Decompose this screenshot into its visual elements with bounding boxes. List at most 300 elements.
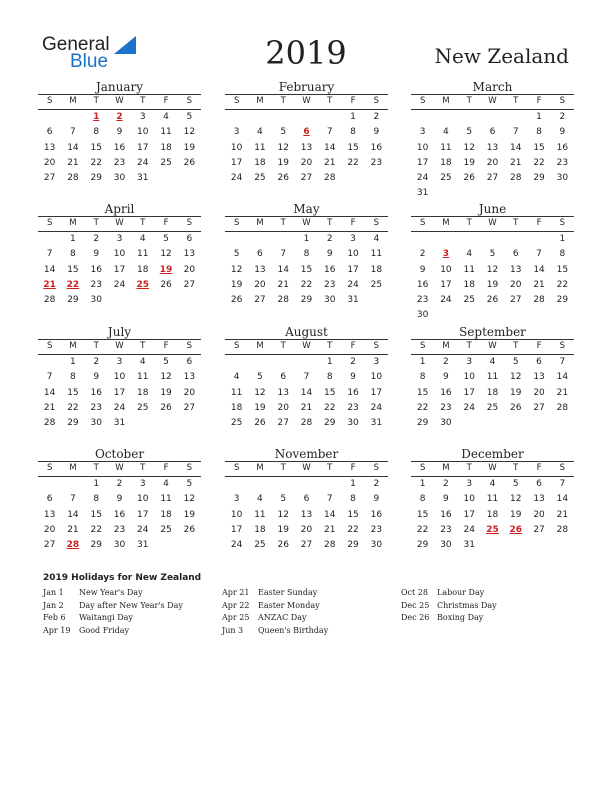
day: 23: [90, 402, 102, 413]
day: 29: [416, 418, 429, 429]
empty-day: [504, 110, 527, 125]
day: 15: [300, 264, 313, 275]
day: 30: [324, 295, 336, 306]
day: 5: [512, 357, 519, 367]
weekday-label: T: [466, 463, 472, 473]
day: 7: [326, 494, 333, 505]
weekday-label: F: [536, 96, 542, 106]
country-name: New Zealand: [434, 44, 569, 68]
day: 21: [556, 509, 569, 520]
day: 26: [254, 418, 266, 429]
day: 25: [137, 402, 149, 413]
empty-day: [481, 110, 504, 125]
day: 21: [556, 387, 569, 398]
day: 8: [70, 372, 76, 383]
day: 28: [43, 295, 56, 306]
day: 29: [347, 540, 359, 551]
holiday-item: [401, 587, 497, 600]
holiday-item: [401, 600, 497, 613]
weekday-label: T: [513, 218, 519, 228]
day: 25: [463, 295, 475, 306]
empty-day: [61, 110, 84, 125]
day: 5: [512, 479, 519, 489]
month-name: October: [94, 447, 145, 461]
weekday-label: S: [559, 341, 566, 351]
day: 6: [257, 249, 263, 260]
holiday-item: [43, 612, 183, 625]
day: 13: [533, 494, 545, 505]
day: 28: [510, 173, 522, 184]
day: 8: [350, 494, 356, 505]
day: 15: [416, 387, 429, 398]
day: 18: [160, 509, 172, 520]
weekday-label: S: [559, 463, 566, 473]
day: 26: [277, 173, 289, 184]
day: 18: [463, 279, 475, 290]
day: 30: [556, 173, 569, 184]
day: 28: [43, 418, 56, 429]
day: 3: [139, 479, 146, 489]
day: 1: [536, 112, 542, 122]
day: 19: [183, 142, 196, 153]
day: 24: [230, 540, 243, 551]
month-may: [225, 202, 388, 308]
day: 6: [186, 357, 193, 367]
weekday-label: W: [488, 463, 497, 473]
day: 4: [257, 494, 263, 505]
weekday-label: T: [140, 96, 146, 106]
day: 4: [489, 357, 496, 367]
day: 30: [416, 310, 429, 321]
day: 12: [183, 127, 196, 138]
day: 11: [160, 127, 172, 138]
weekday-label: T: [513, 96, 519, 106]
day: 20: [43, 524, 56, 535]
day: 28: [300, 418, 313, 429]
holiday-name: Waitangi Day: [79, 613, 133, 622]
weekday-header: [225, 94, 388, 110]
day: 13: [300, 509, 313, 520]
day: 7: [536, 249, 542, 260]
empty-day: [272, 110, 295, 125]
day: 16: [113, 142, 126, 153]
day: 5: [186, 479, 193, 489]
day: 14: [556, 372, 569, 383]
day: 20: [277, 402, 289, 413]
day: 21: [67, 524, 79, 535]
empty-day: [318, 477, 341, 492]
day: 30: [440, 540, 452, 551]
day: 6: [536, 357, 542, 367]
day: 31: [137, 540, 149, 551]
holiday-day: 21: [43, 279, 56, 290]
day: 23: [370, 524, 383, 535]
weekday-label: M: [442, 218, 450, 228]
day: 23: [440, 524, 452, 535]
day-grid: [225, 477, 388, 553]
day: 6: [512, 249, 519, 260]
weekday-label: T: [327, 96, 333, 106]
holiday-day: 19: [159, 264, 173, 275]
weekday-label: S: [373, 96, 380, 106]
day: 20: [43, 157, 56, 168]
weekday-label: F: [350, 463, 356, 473]
weekday-label: F: [163, 463, 169, 473]
day: 8: [326, 372, 333, 383]
day: 10: [440, 264, 452, 275]
day: 1: [419, 479, 426, 489]
day: 30: [347, 418, 359, 429]
day: 26: [160, 279, 172, 290]
day: 5: [466, 127, 473, 138]
day: 17: [137, 142, 149, 153]
weekday-label: T: [93, 463, 99, 473]
weekday-label: T: [466, 96, 472, 106]
day: 19: [230, 279, 243, 290]
day: 9: [373, 127, 380, 138]
day: 2: [443, 357, 449, 367]
weekday-label: T: [140, 463, 146, 473]
day: 2: [116, 479, 123, 489]
page-title-year: 2019: [265, 34, 347, 72]
weekday-label: T: [93, 96, 99, 106]
day: 29: [90, 173, 102, 184]
day: 26: [510, 402, 522, 413]
empty-day: [481, 232, 504, 247]
month-name: December: [461, 447, 524, 461]
day: 7: [559, 357, 566, 367]
day: 19: [510, 509, 522, 520]
day: 27: [300, 540, 313, 551]
logo-text-blue: Blue: [70, 51, 109, 72]
day: 11: [160, 494, 172, 505]
day: 31: [137, 173, 149, 184]
day: 17: [370, 387, 383, 398]
day-grid: [411, 110, 574, 202]
month-december: [411, 447, 574, 553]
day: 16: [90, 387, 102, 398]
day: 30: [113, 540, 126, 551]
day: 20: [533, 387, 545, 398]
day: 5: [233, 249, 240, 260]
day: 26: [277, 540, 289, 551]
weekday-label: T: [93, 218, 99, 228]
day: 10: [113, 249, 126, 260]
day: 9: [373, 494, 380, 505]
empty-day: [434, 110, 457, 125]
day: 16: [347, 387, 359, 398]
holiday-item: [222, 600, 328, 613]
day: 5: [257, 372, 263, 383]
day: 2: [93, 357, 100, 367]
day: 17: [113, 264, 126, 275]
day: 7: [559, 479, 566, 489]
weekday-label: F: [163, 341, 169, 351]
day: 28: [556, 524, 569, 535]
day: 14: [533, 264, 545, 275]
weekday-label: S: [419, 341, 426, 351]
day: 16: [370, 509, 383, 520]
day: 14: [67, 142, 79, 153]
weekday-label: S: [186, 463, 193, 473]
day: 25: [230, 418, 243, 429]
day: 31: [463, 540, 475, 551]
holiday-name: Good Friday: [79, 625, 130, 635]
day: 18: [254, 157, 266, 168]
day: 11: [370, 249, 383, 260]
weekday-label: T: [280, 463, 286, 473]
day: 29: [67, 295, 79, 306]
day: 16: [416, 279, 429, 290]
day: 18: [486, 387, 499, 398]
empty-day: [272, 232, 295, 247]
month-name: May: [293, 202, 320, 216]
month-name: September: [459, 325, 526, 339]
weekday-label: S: [46, 218, 53, 228]
month-february: [225, 80, 388, 186]
weekday-header: [411, 216, 574, 232]
day: 28: [324, 173, 336, 184]
holiday-day: 2: [116, 112, 123, 122]
day-grid: [225, 232, 388, 308]
holiday-date: Oct 28: [401, 588, 428, 597]
day: 3: [350, 234, 356, 244]
day: 4: [163, 479, 169, 489]
weekday-header: [411, 339, 574, 355]
day: 18: [440, 157, 452, 168]
day: 4: [233, 372, 240, 383]
day: 22: [300, 279, 313, 290]
weekday-label: T: [327, 341, 333, 351]
weekday-label: W: [115, 341, 124, 351]
day: 4: [139, 234, 146, 244]
day: 29: [324, 418, 336, 429]
day: 24: [463, 524, 475, 535]
day: 12: [230, 264, 243, 275]
day: 27: [300, 173, 313, 184]
day: 16: [324, 264, 336, 275]
day: 16: [440, 509, 452, 520]
day: 15: [90, 509, 102, 520]
day: 16: [90, 264, 102, 275]
empty-day: [225, 355, 248, 370]
day: 12: [510, 494, 522, 505]
empty-day: [225, 477, 248, 492]
empty-day: [434, 232, 457, 247]
day: 2: [443, 479, 449, 489]
weekday-label: M: [69, 463, 77, 473]
day: 27: [183, 402, 196, 413]
weekday-header: [411, 461, 574, 477]
holiday-name: Labour Day: [437, 588, 485, 597]
day: 8: [303, 249, 310, 260]
day: 27: [533, 402, 545, 413]
weekday-label: M: [442, 96, 450, 106]
holiday-name: Easter Monday: [258, 600, 320, 610]
day: 25: [440, 173, 452, 184]
weekday-label: M: [256, 96, 264, 106]
day: 5: [163, 357, 169, 367]
day: 13: [510, 264, 522, 275]
day: 27: [254, 295, 266, 306]
holiday-day: 6: [303, 127, 310, 138]
day: 29: [556, 295, 569, 306]
day: 3: [233, 494, 240, 505]
day: 7: [46, 372, 53, 383]
day: 11: [486, 494, 499, 505]
weekday-label: S: [46, 463, 53, 473]
day: 1: [326, 357, 333, 367]
day: 18: [370, 264, 383, 275]
day: 6: [46, 494, 53, 505]
day: 1: [350, 479, 356, 489]
day: 12: [277, 142, 289, 153]
day: 15: [67, 264, 79, 275]
day: 22: [67, 402, 79, 413]
holiday-name: Queen's Birthday: [258, 625, 329, 635]
day: 14: [324, 509, 336, 520]
day: 21: [67, 157, 79, 168]
day: 13: [43, 509, 56, 520]
day: 29: [416, 540, 429, 551]
day: 8: [419, 494, 426, 505]
day: 19: [254, 402, 266, 413]
weekday-label: S: [186, 96, 193, 106]
day: 3: [373, 357, 380, 367]
day: 11: [137, 372, 149, 383]
day-grid: [38, 232, 201, 308]
weekday-label: M: [256, 341, 264, 351]
month-january: [38, 80, 201, 186]
day: 20: [183, 387, 196, 398]
day: 24: [137, 524, 149, 535]
holiday-date: Jan 2: [43, 600, 64, 610]
day: 6: [280, 372, 287, 383]
day: 23: [440, 402, 452, 413]
day: 13: [254, 264, 266, 275]
weekday-header: [225, 216, 388, 232]
weekday-label: W: [488, 96, 497, 106]
day: 11: [440, 142, 452, 153]
weekday-label: S: [373, 341, 380, 351]
day: 22: [533, 157, 545, 168]
day: 6: [46, 127, 53, 138]
day: 23: [370, 157, 383, 168]
weekday-label: T: [280, 341, 286, 351]
day: 16: [556, 142, 569, 153]
holiday-name: New Year's Day: [79, 588, 143, 597]
weekday-label: F: [536, 463, 542, 473]
day: 26: [486, 295, 499, 306]
weekday-header: [38, 94, 201, 110]
month-july: [38, 325, 201, 431]
weekday-label: M: [442, 341, 450, 351]
day: 10: [230, 142, 243, 153]
empty-day: [248, 355, 271, 370]
day: 18: [137, 264, 149, 275]
day: 2: [93, 234, 100, 244]
day: 9: [116, 127, 123, 138]
day: 31: [370, 418, 383, 429]
day: 7: [326, 127, 333, 138]
holiday-day: 25: [486, 524, 499, 535]
day: 18: [254, 524, 266, 535]
weekday-label: S: [233, 96, 240, 106]
day: 11: [254, 509, 266, 520]
day: 15: [347, 509, 359, 520]
day: 24: [370, 402, 383, 413]
day: 4: [163, 112, 169, 122]
day: 22: [90, 157, 102, 168]
day: 7: [512, 127, 519, 138]
holiday-day: 3: [442, 249, 450, 260]
day: 25: [254, 173, 266, 184]
day: 24: [416, 173, 429, 184]
day: 25: [160, 157, 172, 168]
weekday-label: W: [488, 218, 497, 228]
day: 30: [370, 540, 383, 551]
weekday-label: W: [302, 96, 311, 106]
day: 12: [160, 372, 172, 383]
day: 22: [324, 402, 336, 413]
month-june: [411, 202, 574, 324]
day: 30: [113, 173, 126, 184]
month-name: June: [478, 202, 507, 216]
day: 3: [233, 127, 240, 138]
day: 18: [486, 509, 499, 520]
day: 23: [113, 524, 126, 535]
day: 11: [486, 372, 499, 383]
day: 9: [419, 264, 426, 275]
day: 27: [486, 173, 499, 184]
holiday-day: 1: [93, 112, 100, 122]
day: 9: [443, 372, 449, 383]
day-grid: [225, 355, 388, 431]
holiday-date: Jan 1: [43, 588, 64, 597]
month-august: [225, 325, 388, 431]
day: 27: [43, 173, 56, 184]
day: 22: [347, 157, 359, 168]
empty-day: [225, 232, 248, 247]
day: 6: [536, 479, 542, 489]
day: 27: [183, 279, 196, 290]
day: 19: [183, 509, 196, 520]
day: 2: [350, 357, 356, 367]
day: 19: [510, 387, 522, 398]
day: 5: [163, 234, 169, 244]
month-name: August: [285, 325, 328, 339]
empty-day: [295, 110, 318, 125]
holiday-date: Apr 21: [222, 588, 250, 597]
weekday-header: [411, 94, 574, 110]
weekday-label: W: [115, 218, 124, 228]
weekday-label: S: [233, 341, 240, 351]
day: 2: [373, 112, 380, 122]
weekday-label: S: [233, 218, 240, 228]
day: 22: [416, 524, 429, 535]
day: 1: [303, 234, 310, 244]
day: 14: [510, 142, 522, 153]
weekday-label: T: [466, 341, 472, 351]
empty-day: [248, 477, 271, 492]
month-april: [38, 202, 201, 308]
day: 27: [277, 418, 289, 429]
day: 11: [463, 264, 475, 275]
holiday-date: Apr 22: [222, 600, 250, 610]
day: 23: [113, 157, 126, 168]
empty-day: [38, 110, 61, 125]
day: 21: [533, 279, 545, 290]
